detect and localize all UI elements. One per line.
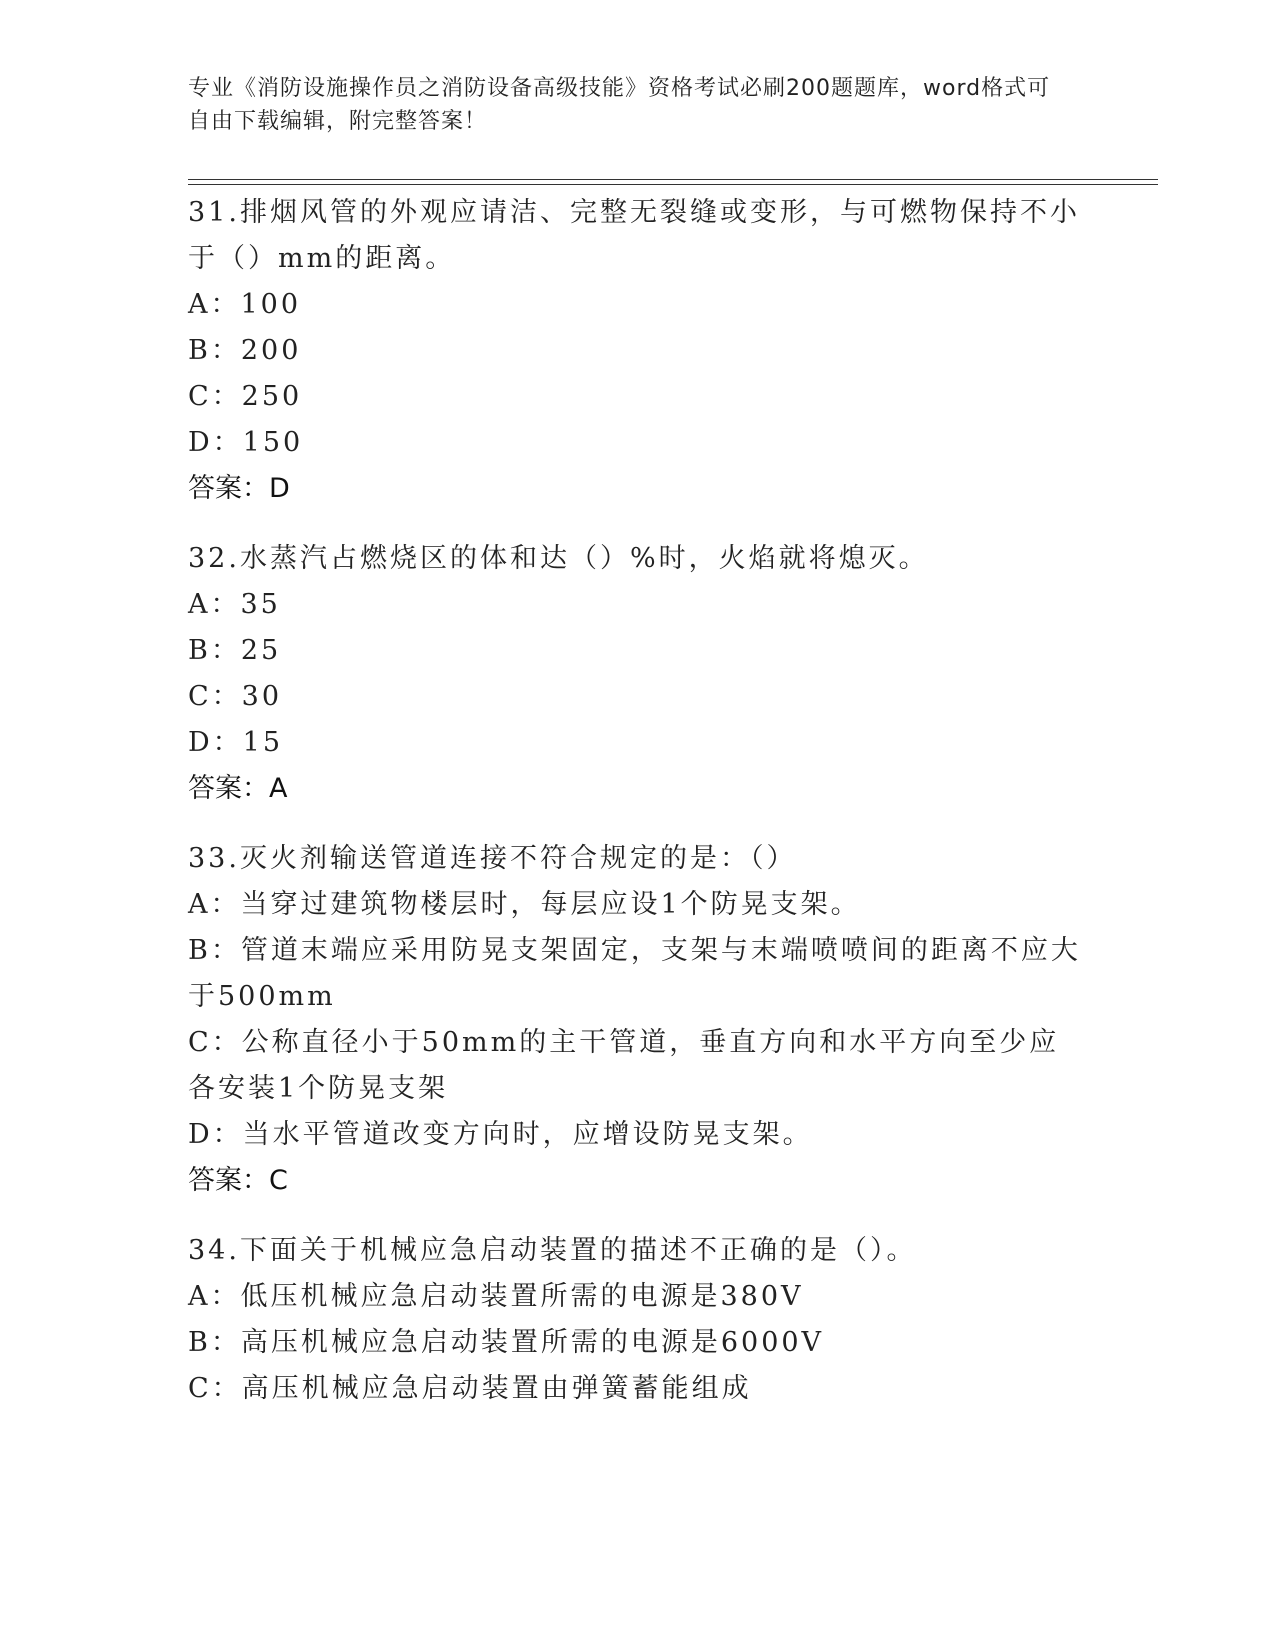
option-a: A：低压机械应急启动装置所需的电源是380V [188,1281,804,1312]
option-c: C：公称直径小于50mm的主干管道，垂直方向和水平方向至少应各安装1个防晃支架 [188,1027,1060,1104]
question-33 [188,836,1088,1204]
question-31 [188,190,1088,512]
question-34 [188,1228,1088,1412]
header-divider-bottom [188,184,1158,185]
option-a: A：35 [188,589,281,620]
option-d: D：当水平管道改变方向时，应增设防晃支架。 [188,1119,813,1150]
document-header: 专业《消防设施操作员之消防设备高级技能》资格考试必刷200题题库，word格式可自由下载编辑，附完整答案！ [188,76,1051,134]
question-stem: 33.灭火剂输送管道连接不符合规定的是：（） [188,843,797,874]
option-d: D：150 [188,427,304,458]
question-stem: 31.排烟风管的外观应请洁、完整无裂缝或变形，与可燃物保持不小于（）mm的距离。 [188,197,1080,274]
option-b: B：25 [188,635,282,666]
option-c: C：250 [188,381,303,412]
option-c: C：高压机械应急启动装置由弹簧蓄能组成 [188,1373,752,1404]
answer: 答案：C [188,1165,288,1196]
option-d: D：15 [188,727,284,758]
option-a: A：当穿过建筑物楼层时，每层应设1个防晃支架。 [188,889,861,920]
question-32 [188,536,1088,812]
question-stem: 34.下面关于机械应急启动装置的描述不正确的是（）。 [188,1235,917,1266]
option-a: A：100 [188,289,302,320]
option-b: B：高压机械应急启动装置所需的电源是6000V [188,1327,825,1358]
option-b: B：管道末端应采用防晃支架固定，支架与末端喷喷间的距离不应大于500mm [188,935,1081,1012]
answer: 答案：A [188,773,288,804]
question-list [188,190,1088,1436]
question-stem: 32.水蒸汽占燃烧区的体和达（）%时，火焰就将熄灭。 [188,543,929,574]
option-b: B：200 [188,335,302,366]
answer: 答案：D [188,473,290,504]
option-c: C：30 [188,681,283,712]
header-divider-top [188,179,1158,180]
